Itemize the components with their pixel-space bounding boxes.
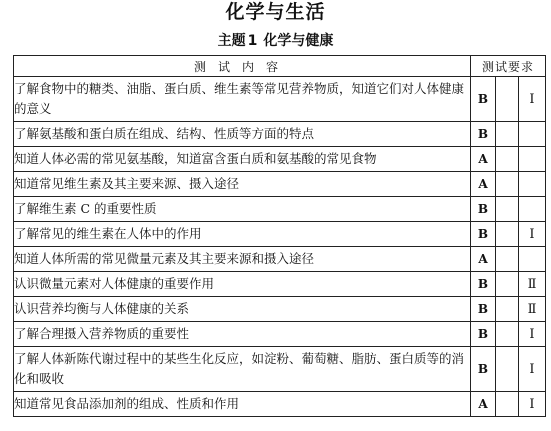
row-content: 了解合理摄入营养物质的重要性 [14, 322, 471, 347]
row-level: A [471, 247, 496, 272]
row-level: B [471, 197, 496, 222]
row-level: B [471, 322, 496, 347]
table-row [14, 147, 546, 172]
row-level: B [471, 347, 496, 392]
header-requirement: 测试要求 [471, 56, 546, 77]
table-row [14, 392, 546, 417]
page-title: 化学与生活 [225, 1, 326, 23]
requirements-table [13, 55, 546, 417]
row-mark: Ⅰ [519, 222, 546, 247]
row-empty-cell [496, 77, 519, 122]
row-empty-cell [496, 222, 519, 247]
row-content: 了解人体新陈代谢过程中的某些生化反应，如淀粉、葡萄糖、脂肪、蛋白质等的消化和吸收 [14, 347, 471, 392]
row-empty-cell [496, 147, 519, 172]
table-row [14, 247, 546, 272]
table-row [14, 272, 546, 297]
row-mark [519, 197, 546, 222]
row-level: B [471, 122, 496, 147]
row-empty-cell [496, 392, 519, 417]
header-content: 测试内容 [14, 56, 471, 77]
row-content: 了解氨基酸和蛋白质在组成、结构、性质等方面的特点 [14, 122, 471, 147]
row-level: B [471, 297, 496, 322]
table-row [14, 122, 546, 147]
row-level: B [471, 272, 496, 297]
section-number: 1 [247, 33, 258, 49]
table-row [14, 347, 546, 392]
row-mark: Ⅰ [519, 347, 546, 392]
row-empty-cell [496, 197, 519, 222]
row-empty-cell [496, 122, 519, 147]
row-mark: Ⅰ [519, 322, 546, 347]
row-content: 知道人体所需的常见微量元素及其主要来源和摄入途径 [14, 247, 471, 272]
row-mark: Ⅱ [519, 272, 546, 297]
row-mark [519, 147, 546, 172]
table-header-row [14, 56, 546, 77]
row-empty-cell [496, 247, 519, 272]
section-name: 化学与健康 [263, 33, 334, 49]
row-level: A [471, 392, 496, 417]
table-row [14, 77, 546, 122]
row-content: 了解维生素 C 的重要性质 [14, 197, 471, 222]
row-level: B [471, 222, 496, 247]
row-content: 了解食物中的糖类、油脂、蛋白质、维生素等常见营养物质，知道它们对人体健康的意义 [14, 77, 471, 122]
section-title [0, 31, 551, 51]
row-mark [519, 172, 546, 197]
row-mark: Ⅰ [519, 392, 546, 417]
row-mark [519, 122, 546, 147]
row-empty-cell [496, 297, 519, 322]
row-empty-cell [496, 172, 519, 197]
row-content: 认识微量元素对人体健康的重要作用 [14, 272, 471, 297]
table-row [14, 322, 546, 347]
row-level: A [471, 147, 496, 172]
row-mark: Ⅱ [519, 297, 546, 322]
row-level: B [471, 77, 496, 122]
row-content: 知道常见食品添加剂的组成、性质和作用 [14, 392, 471, 417]
row-empty-cell [496, 347, 519, 392]
row-empty-cell [496, 272, 519, 297]
row-content: 知道人体必需的常见氨基酸，知道富含蛋白质和氨基酸的常见食物 [14, 147, 471, 172]
table-row [14, 172, 546, 197]
table-row [14, 222, 546, 247]
table-row [14, 297, 546, 322]
row-empty-cell [496, 322, 519, 347]
row-content: 认识营养均衡与人体健康的关系 [14, 297, 471, 322]
table-row [14, 197, 546, 222]
row-content: 知道常见维生素及其主要来源、摄入途径 [14, 172, 471, 197]
section-prefix: 主题 [217, 33, 246, 49]
row-content: 了解常见的维生素在人体中的作用 [14, 222, 471, 247]
row-level: A [471, 172, 496, 197]
row-mark [519, 247, 546, 272]
row-mark: Ⅰ [519, 77, 546, 122]
